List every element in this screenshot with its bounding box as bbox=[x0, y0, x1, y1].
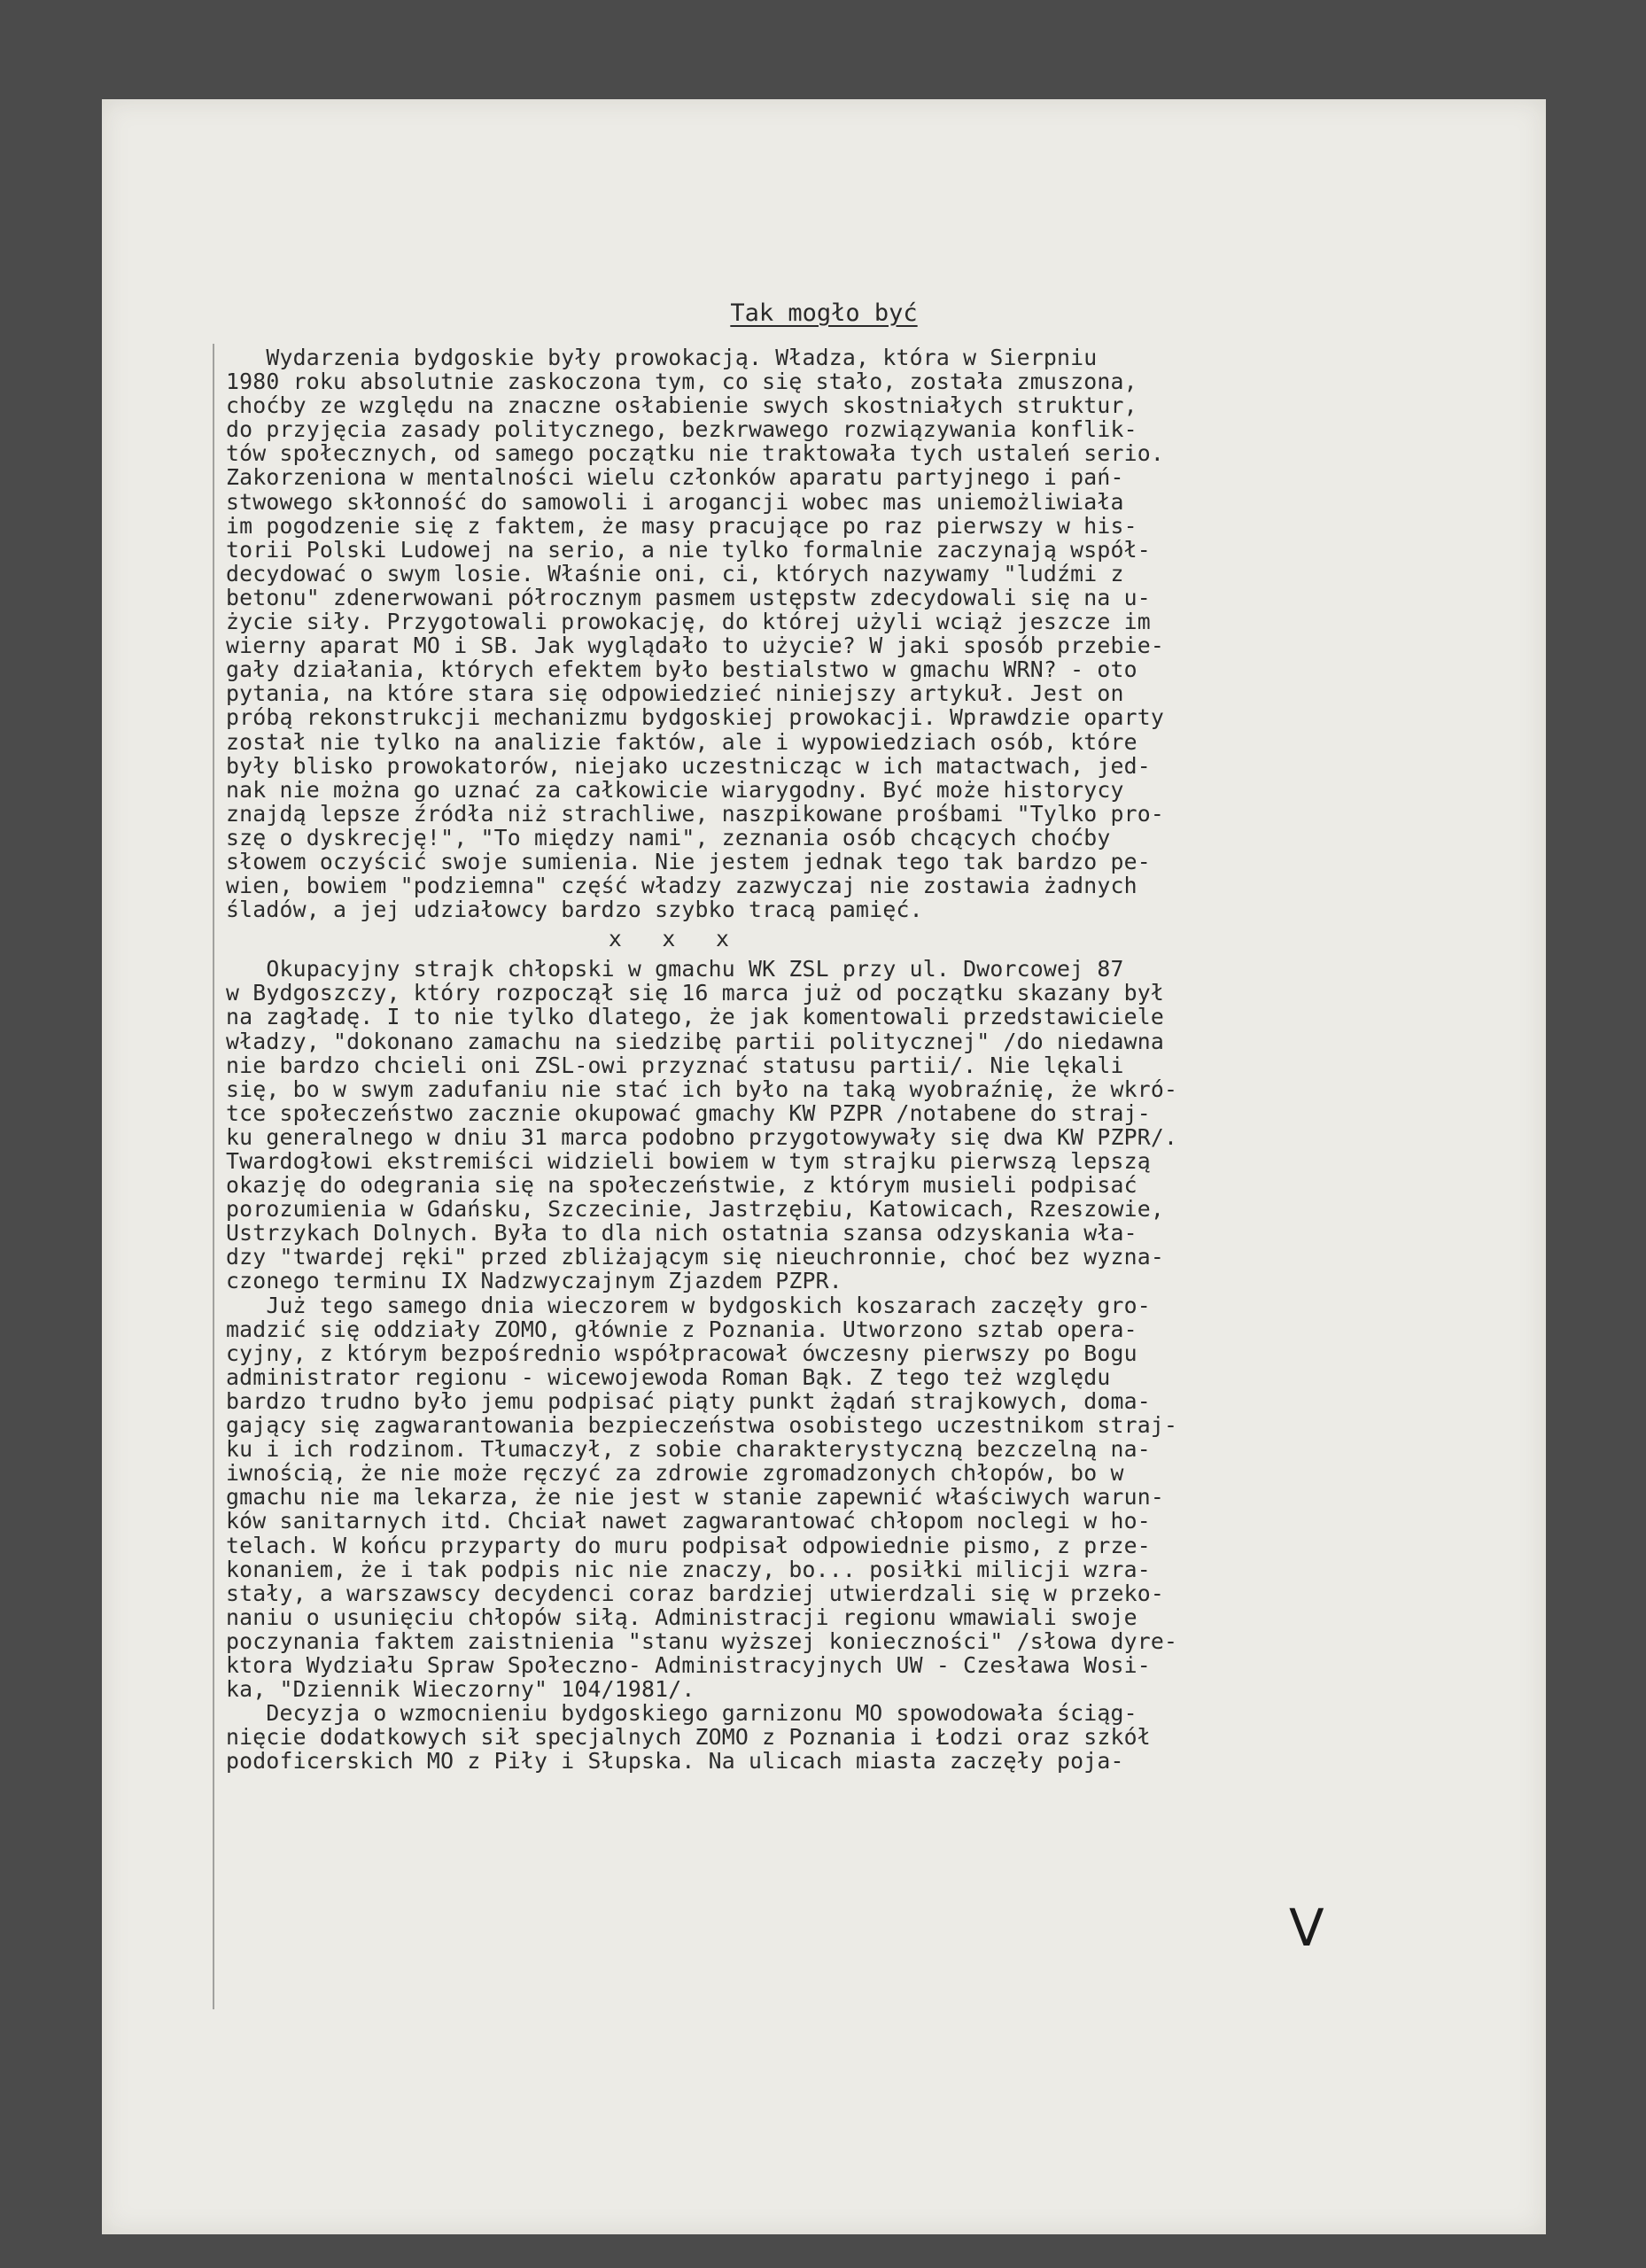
text-line: nięcie dodatkowych sił specjalnych ZOMO z Poznania i Łodzi oraz szkół bbox=[226, 1724, 1151, 1751]
text-line: dzy "twardej ręki" przed zbliżającym się nieuchronnie, choć bez wyzna- bbox=[226, 1244, 1165, 1270]
text-line: Twardogłowi ekstremiści widzieli bowiem w tym strajku pierwszą lepszą bbox=[226, 1148, 1151, 1174]
text-line: pytania, na które stara się odpowiedzieć niniejszy artykuł. Jest on bbox=[226, 680, 1124, 707]
text-line: szę o dyskrecję!", "To między nami", zeznania osób chcących choćby bbox=[226, 824, 1111, 850]
text-line: 1980 roku absolutnie zaskoczona tym, co się stało, została zmuszona, bbox=[226, 369, 1137, 395]
text-line: gmachu nie ma lekarza, że nie jest w stanie zapewnić właściwych warun- bbox=[226, 1484, 1165, 1511]
text-line: życie siły. Przygotowali prowokację, do której użyli wciąż jeszcze im bbox=[226, 609, 1151, 635]
text-line: porozumienia w Gdańsku, Szczecinie, Jastrzębiu, Katowicach, Rzeszowie, bbox=[226, 1196, 1165, 1223]
text-line: czonego terminu IX Nadzwyczajnym Zjazdem PZPR. bbox=[226, 1268, 842, 1294]
text-line: tce społeczeństwo zacznie okupować gmachy KW PZPR /notabene do straj- bbox=[226, 1099, 1151, 1126]
paragraph-1 bbox=[226, 346, 1440, 921]
text-line: stały, a warszawscy decydenci coraz bardziej utwierdzali się w przeko- bbox=[226, 1580, 1165, 1606]
text-line: na zagładę. I to nie tylko dlatego, że jak komentowali przedstawiciele bbox=[226, 1004, 1165, 1030]
text-line: cyjny, z którym bezpośrednio współpracował ówczesny pierwszy po Bogu bbox=[226, 1340, 1137, 1366]
text-line: iwnością, że nie może ręczyć za zdrowie zgromadzonych chłopów, bo w bbox=[226, 1460, 1124, 1487]
text-line: ku i ich rodzinom. Tłumaczył, z sobie charakterystyczną bezczelną na- bbox=[226, 1436, 1151, 1463]
text-line: choćby ze względu na znaczne osłabienie swych skostniałych struktur, bbox=[226, 392, 1137, 419]
body-text bbox=[226, 346, 1440, 1773]
text-line: Już tego samego dnia wieczorem w bydgoskich koszarach zaczęły gro- bbox=[226, 1292, 1151, 1318]
text-line: ków sanitarnych itd. Chciał nawet zagwarantować chłopom noclegi w ho- bbox=[226, 1508, 1151, 1534]
text-line: nie bardzo chcieli oni ZSL-owi przyznać statusu partii/. Nie lękali bbox=[226, 1052, 1124, 1078]
text-line: wierny aparat MO i SB. Jak wyglądało to użycie? W jaki sposób przebie- bbox=[226, 633, 1165, 659]
text-line: władzy, "dokonano zamachu na siedzibę partii politycznej" /do niedawna bbox=[226, 1028, 1165, 1054]
text-line: im pogodzenie się z faktem, że masy pracujące po raz pierwszy w his- bbox=[226, 512, 1137, 539]
handwritten-v-mark: V bbox=[1289, 1898, 1324, 1958]
text-line: śladów, a jej udziałowcy bardzo szybko tracą pamięć. bbox=[226, 897, 923, 923]
title-text: Tak mogło być bbox=[730, 299, 918, 327]
text-line: administrator regionu - wicewojewoda Roman Bąk. Z tego też względu bbox=[226, 1363, 1111, 1390]
text-line: stwowego skłonność do samowoli i arogancji wobec mas uniemożliwiała bbox=[226, 488, 1124, 515]
text-line: były blisko prowokatorów, niejako uczestnicząc w ich matactwach, jed- bbox=[226, 752, 1151, 779]
text-line: decydować o swym losie. Właśnie oni, ci, których nazywamy "ludźmi z bbox=[226, 560, 1124, 586]
text-line: tów społecznych, od samego początku nie traktowała tych ustaleń serio. bbox=[226, 440, 1165, 467]
text-line: znajdą lepsze źródła niż strachliwe, naszpikowane prośbami "Tylko pro- bbox=[226, 800, 1165, 827]
text-line: naniu o usunięciu chłopów siłą. Administracji regionu wmawiali swoje bbox=[226, 1604, 1137, 1630]
text-line: Okupacyjny strajk chłopski w gmachu WK ZSL przy ul. Dworcowej 87 bbox=[226, 956, 1124, 983]
document-title bbox=[102, 299, 1546, 327]
text-line: torii Polski Ludowej na serio, a nie tylko formalnie zaczynają współ- bbox=[226, 536, 1151, 563]
text-line: ka, "Dziennik Wieczorny" 104/1981/. bbox=[226, 1676, 695, 1703]
text-line: ktora Wydziału Spraw Społeczno- Administracyjnych UW - Czesława Wosi- bbox=[226, 1651, 1151, 1678]
text-line: został nie tylko na analizie faktów, ale i wypowiedziach osób, które bbox=[226, 728, 1137, 755]
text-line: telach. W końcu przyparty do muru podpisał odpowiednie pismo, z prze- bbox=[226, 1532, 1151, 1558]
text-line: wien, bowiem "podziemna" część władzy zazwyczaj nie zostawia żadnych bbox=[226, 873, 1137, 899]
text-line: poczynania faktem zaistnienia "stanu wyższej konieczności" /słowa dyre- bbox=[226, 1627, 1178, 1654]
text-line: gający się zagwarantowania bezpieczeństwa osobistego uczestnikom straj- bbox=[226, 1412, 1178, 1439]
text-line: okazję do odegrania się na społeczeństwie, z którym musieli podpisać bbox=[226, 1172, 1137, 1199]
text-line: w Bydgoszczy, który rozpoczął się 16 marca już od początku skazany był bbox=[226, 980, 1165, 1006]
text-line: Wydarzenia bydgoskie były prowokacją. Władza, która w Sierpniu bbox=[226, 345, 1098, 370]
left-margin-rule bbox=[213, 344, 214, 2009]
text-line: Zakorzeniona w mentalności wielu członków aparatu partyjnego i pań- bbox=[226, 464, 1124, 491]
text-line: podoficerskich MO z Piły i Słupska. Na ulicach miasta zaczęły poja- bbox=[226, 1748, 1124, 1775]
section-separator: x x x bbox=[608, 926, 730, 952]
text-line: próbą rekonstrukcji mechanizmu bydgoskiej prowokacji. Wprawdzie oparty bbox=[226, 704, 1165, 731]
text-line: bardzo trudno było jemu podpisać piąty punkt żądań strajkowych, doma- bbox=[226, 1387, 1151, 1414]
text-line: Decyzja o wzmocnieniu bydgoskiego garnizonu MO spowodowała ściąg- bbox=[226, 1700, 1137, 1727]
text-line: konaniem, że i tak podpis nic nie znaczy, bo... posiłki milicji wzra- bbox=[226, 1556, 1151, 1582]
text-line: gały działania, których efektem było bestialstwo w gmachu WRN? - oto bbox=[226, 656, 1137, 683]
text-line: słowem oczyścić swoje sumienia. Nie jestem jednak tego tak bardzo pe- bbox=[226, 848, 1151, 874]
text-line: się, bo w swym zadufaniu nie stać ich było na taką wyobraźnię, że wkró- bbox=[226, 1076, 1178, 1102]
text-line: madzić się oddziały ZOMO, głównie z Poznania. Utworzono sztab opera- bbox=[226, 1316, 1137, 1342]
text-line: nak nie można go uznać za całkowicie wiarygodny. Być może historycy bbox=[226, 776, 1124, 803]
text-line: ku generalnego w dniu 31 marca podobno przygotowywały się dwa KW PZPR/. bbox=[226, 1123, 1178, 1150]
document-page bbox=[102, 99, 1546, 2234]
paragraph-2 bbox=[226, 957, 1440, 1773]
text-line: do przyjęcia zasady politycznego, bezkrwawego rozwiązywania konflik- bbox=[226, 416, 1137, 443]
text-line: Ustrzykach Dolnych. Była to dla nich ostatnia szansa odzyskania wła- bbox=[226, 1220, 1137, 1247]
text-line: betonu" zdenerwowani półrocznym pasmem ustępstw zdecydowali się na u- bbox=[226, 584, 1151, 610]
